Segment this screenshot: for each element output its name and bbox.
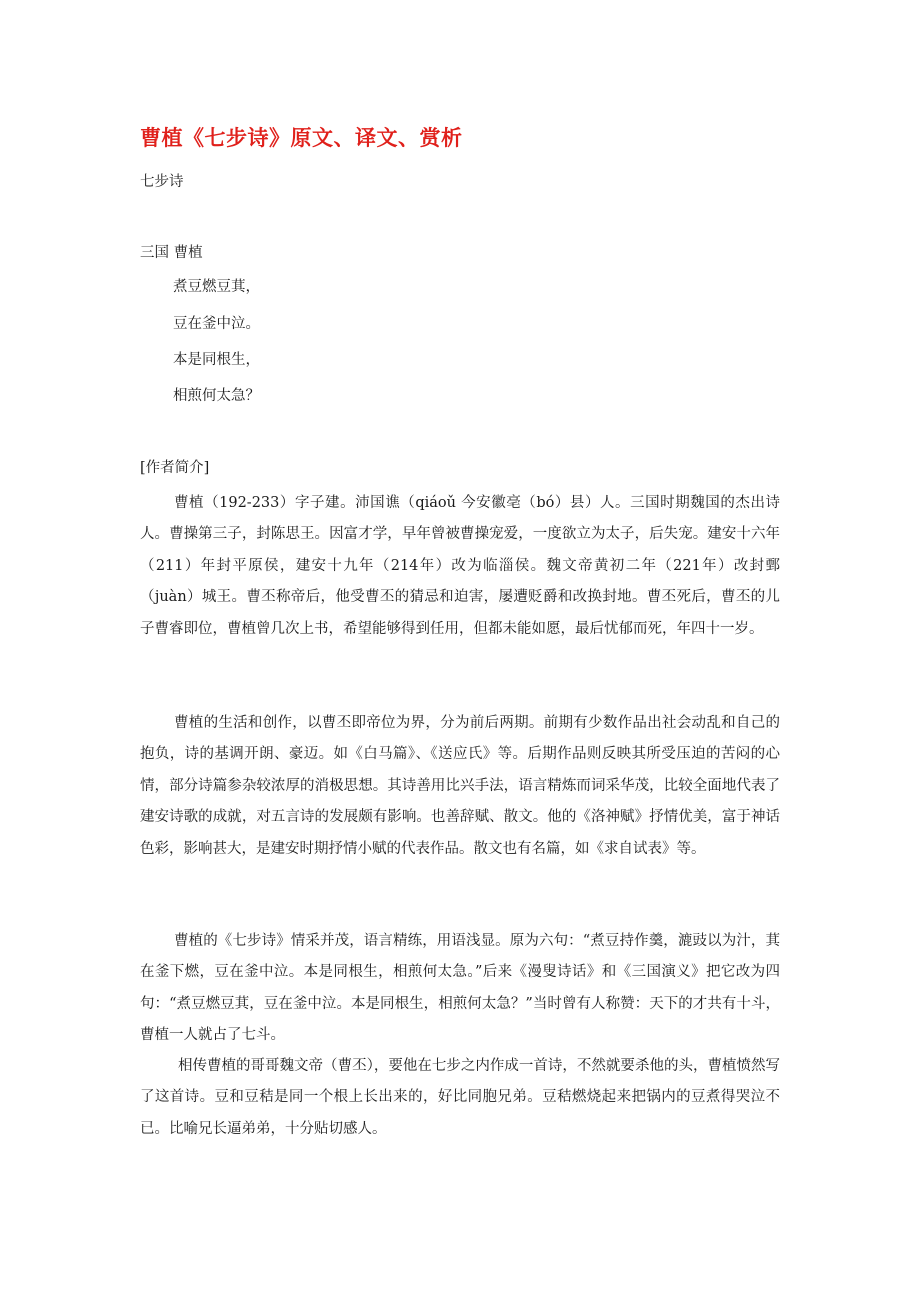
paragraph-poem-versions: 曹植的《七步诗》情采并茂，语言精练，用语浅显。原为六句：“煮豆持作羹，漉豉以为汁，萁在釜下燃，豆在釜中泣。本是同根生，相煎何太急。”后来《漫叟诗话》和《三国演义》把它改为四句：“煮豆燃豆萁，豆在釜中泣。本是同根生，相煎何太急？”当时曾有人称赞：天下的才共有十斗，曹植一人就占了七斗。	[140, 933, 780, 1044]
poem-line: 煮豆燃豆萁，	[173, 279, 260, 295]
poem-title: 七步诗	[140, 174, 184, 190]
poem-line: 本是同根生，	[173, 352, 260, 368]
paragraph-creative-life: 曹植的生活和创作，以曹丕即帝位为界，分为前后两期。前期有少数作品出社会动乱和自己的抱负，诗的基调开朗、豪迈。如《白马篇》、《送应氏》等。后期作品则反映其所受压迫的苦闷的心情，部分诗篇参杂较浓厚的消极思想。其诗善用比兴手法，语言精炼而词采华茂，比较全面地代表了建安诗歌的成就，对五言诗的发展颇有影响。也善辞赋、散文。他的《洛神赋》抒情优美，富于神话色彩，影响甚大，是建安时期抒情小赋的代表作品。散文也有名篇，如《求自试表》等。	[140, 715, 780, 857]
paragraph-biography: 曹植（192-233）字子建。沛国谯（qiáoǔ 今安徽亳（bó）县）人。三国时期魏国的杰出诗人。曹操第三子，封陈思王。因富才学，早年曾被曹操宠爱，一度欲立为太子，后失宠。建安十六年（211）年封平原侯，建安十九年（214年）改为临淄侯。魏文帝黄初二年（221年）改封鄄（juàn）城王。曹丕称帝后，他受曹丕的猜忌和迫害，屡遭贬爵和改换封地。曹丕死后，曹丕的儿子曹睿即位，曹植曾几次上书，希望能够得到任用，但都未能如愿，最后忧郁而死，年四十一岁。	[140, 495, 780, 637]
section-heading-author-intro: [作者简介]	[140, 460, 210, 476]
paragraph-legend: 相传曹植的哥哥魏文帝（曹丕），要他在七步之内作成一首诗，不然就要杀他的头，曹植愤然写了这首诗。豆和豆秸是同一个根上长出来的，好比同胞兄弟。豆秸燃烧起来把锅内的豆煮得哭泣不已。比喻兄长逼弟弟，十分贴切感人。	[140, 1058, 780, 1137]
poem-line: 豆在釜中泣。	[173, 316, 260, 332]
page-title: 曹植《七步诗》原文、译文、赏析	[140, 126, 463, 150]
poem-line: 相煎何太急？	[173, 388, 260, 404]
poem-author: 三国 曹植	[140, 245, 203, 261]
